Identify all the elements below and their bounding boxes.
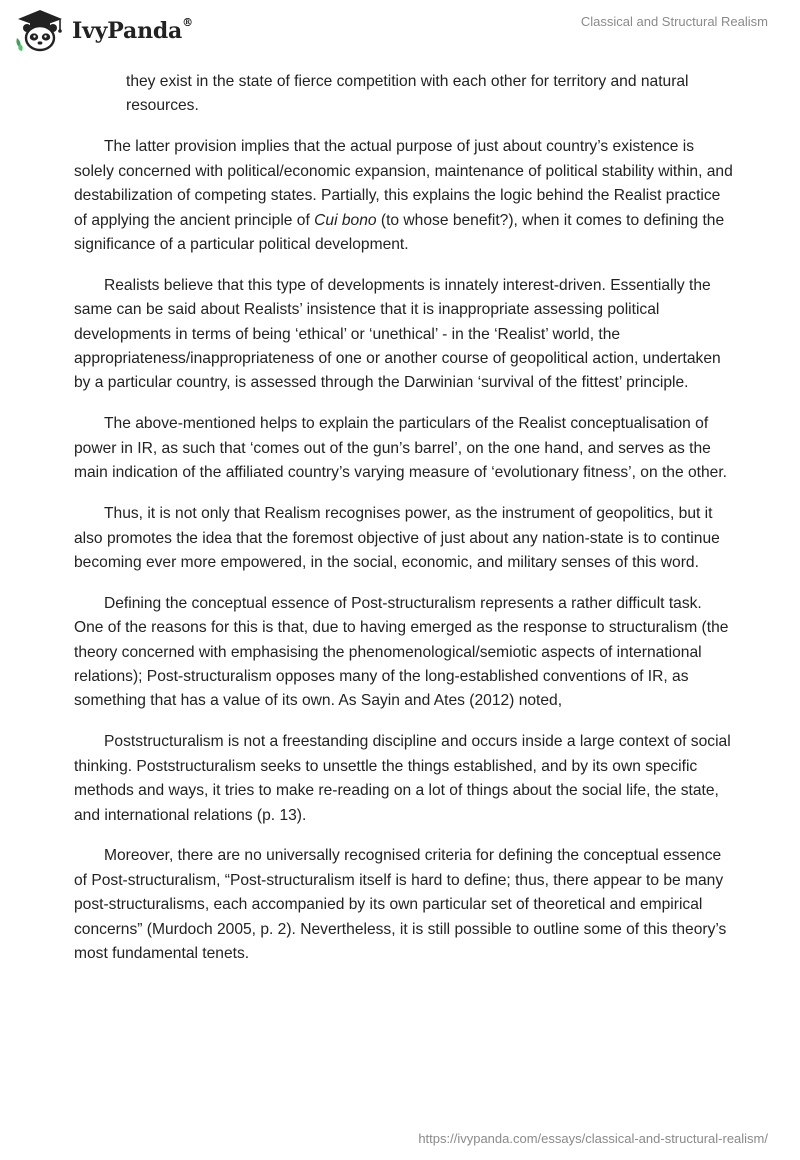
essay-body xyxy=(74,70,734,983)
paragraph-text: (to whose benefit?), when it comes to defining the significance of a particular political development. xyxy=(74,211,725,253)
paragraph-cui-bono xyxy=(74,135,734,257)
paragraph-post-structuralism: Defining the conceptual essence of Post-structuralism represents a rather difficult task. One of the reasons for this is that, due to having emerged as the response to structuralism (the theory concerned with emphasising the phenomenological/semiotic aspects of international relations); Post-structuralism opposes many of the long-established conventions of IR, as something that has a value of its own. As Sayin and Ates (2012) noted, xyxy=(74,594,729,710)
block-quote-sayin-ates: Poststructuralism is not a freestanding discipline and occurs inside a large context of social thinking. Poststructuralism seeks to unsettle the things established, and by its own specific methods and ways, it tries to make re-reading on a lot of things about the social life, the state, and international relations (p. 13). xyxy=(74,733,731,824)
paragraph-realism-power: Thus, it is not only that Realism recognises power, as the instrument of geopolitics, but it also promotes the idea that the foremost objective of just about any nation-state is to continue becoming ever more empowered, in the social, economic, and military senses of this word. xyxy=(74,505,720,571)
paragraph-text: The latter provision implies that the actual purpose of just about country’s existence is solely concerned with political/economic expansion, maintenance of political stability within, and destabilization of competing states. Partially, this explains the logic behind the Realist practice of applying the ancient principle of xyxy=(74,138,733,229)
panda-graduate-icon xyxy=(14,8,66,52)
paragraph-realists-believe: Realists believe that this type of developments is innately interest-driven. Essentially the same can be said about Realists’ insistence that it is inappropriate assessing political developments in terms of being ‘ethical’ or ‘unethical’ - in the ‘Realist’ world, the appropriateness/inappropriateness of one or another course of geopolitical action, undertaken by a particular country, is assessed through the Darwinian ‘survival of the fittest’ principle. xyxy=(74,276,721,392)
quote-continuation: they exist in the state of fierce competition with each other for territory and natural resources. xyxy=(126,73,689,115)
brand-logo[interactable] xyxy=(14,8,193,52)
registered-mark: ® xyxy=(182,15,193,29)
latin-phrase: Cui bono xyxy=(314,211,377,229)
brand-name: IvyPanda® xyxy=(72,15,193,44)
paragraph-power-conceptualisation: The above-mentioned helps to explain the particulars of the Realist conceptualisation of power in IR, as such that ‘comes out of the gun’s barrel’, on the one hand, and serves as the main indication of the affiliated country’s varying measure of ‘evolutionary fitness’, on the other. xyxy=(74,415,727,482)
source-url[interactable]: https://ivypanda.com/essays/classical-and-structural-realism/ xyxy=(418,1131,768,1146)
paragraph-criteria: Moreover, there are no universally recognised criteria for defining the conceptual essence of Post-structuralism, “Post-structuralism itself is hard to define; thus, there appear to be many post-structuralisms, each accompanied by its own particular set of theoretical and empirical concerns” (Murdoch 2005, p. 2). Nevertheless, it is still possible to outline some of this theory’s most fundamental tenets. xyxy=(74,847,727,963)
document-title: Classical and Structural Realism xyxy=(580,14,768,29)
page-header xyxy=(0,0,800,60)
